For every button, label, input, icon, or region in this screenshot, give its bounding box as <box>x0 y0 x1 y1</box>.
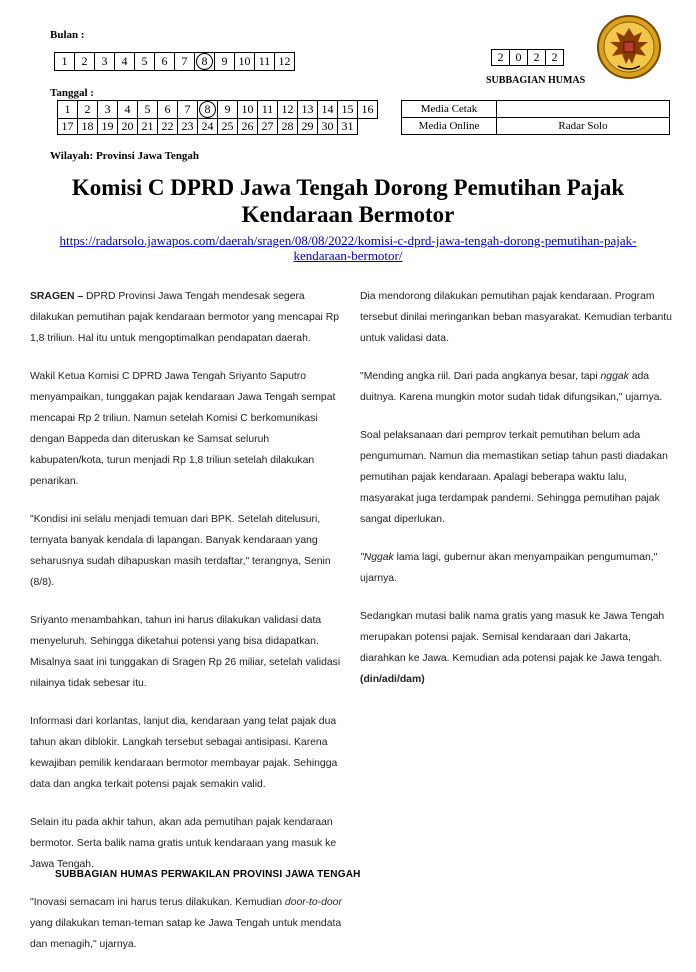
date-cell: 16 <box>358 101 378 119</box>
paragraph: Wakil Ketua Komisi C DPRD Jawa Tengah Sriyanto Saputro menyampaikan, tunggakan pajak kendaraan Jawa Tengah sempat mencapai Rp 2 triliun. Namun setelah Komisi C berkomunikasi dengan Bappeda dan diteruskan ke Samsat seluruh kabupaten/kota, turun menjadi Rp 1,8 triliun setelah dilakukan penarikan. <box>30 371 336 487</box>
date-cell: 17 <box>58 119 78 135</box>
paragraph: Soal pelaksanaan dari pemprov terkait pemutihan belum ada pengumuman. Namun dia memastikan setiap tahun pasti diadakan pemutihan pajak kendaraan. Apalagi beberapa waktu lalu, masyarakat juga terdampak pandemi. Sehingga pemutihan pajak sangat diperlukan. <box>360 430 668 525</box>
date-cell: 24 <box>198 119 218 135</box>
date-cell: 19 <box>98 119 118 135</box>
selected-circle: 8 <box>196 53 213 70</box>
date-cell: 22 <box>158 119 178 135</box>
wilayah-label: Wilayah: Provinsi Jawa Tengah <box>50 150 200 162</box>
month-cell: 5 <box>135 53 155 71</box>
date-cell: 30 <box>318 119 338 135</box>
paragraph: SRAGEN – DPRD Provinsi Jawa Tengah mendesak segera dilakukan pemutihan pajak kendaraan bermotor yang mencapai Rp 1,8 triliun. Hal itu untuk mengoptimalkan pendapatan daerah. <box>30 291 340 344</box>
date-cell: 12 <box>278 101 298 119</box>
selected-circle: 8 <box>199 101 216 118</box>
date-cell: 2 <box>78 101 98 119</box>
year-digit-cell: 2 <box>546 50 564 66</box>
month-cell: 9 <box>215 53 235 71</box>
media-cetak-label: Media Cetak <box>402 101 497 118</box>
garuda-logo <box>596 14 662 80</box>
media-table <box>401 100 670 135</box>
date-grid <box>57 100 378 135</box>
paragraph: "Nggak lama lagi, gubernur akan menyampaikan pengumuman," ujarnya. <box>360 552 658 584</box>
article-right-column <box>360 286 675 707</box>
month-cell: 11 <box>255 53 275 71</box>
date-cell: 20 <box>118 119 138 135</box>
date-cell: 29 <box>298 119 318 135</box>
date-cell: 23 <box>178 119 198 135</box>
month-cell: 1 <box>55 53 75 71</box>
date-cell: 11 <box>258 101 278 119</box>
paragraph: "Kondisi ini selalu menjadi temuan dari BPK. Setelah ditelusuri, ternyata banyak kendala di lapangan. Banyak kendaraan yang seharusnya sudah dihapuskan masih terdaftar," terangnya, Senin (8/8). <box>30 514 331 588</box>
year-digit-cell: 0 <box>510 50 528 66</box>
date-cell: 6 <box>158 101 178 119</box>
tanggal-label: Tanggal : <box>50 87 94 99</box>
paragraph: Sedangkan mutasi balik nama gratis yang masuk ke Jawa Tengah merupakan potensi pajak. Semisal kendaraan dari Jakarta, diarahkan ke Jawa. Kemudian ada potensi pajak ke Jawa tengah. (din/adi/dam) <box>360 611 665 685</box>
month-cell: 6 <box>155 53 175 71</box>
date-cell: 18 <box>78 119 98 135</box>
paragraph: Informasi dari korlantas, lanjut dia, kendaraan yang telat pajak dua tahun akan diblokir. Langkah tersebut sebagai antisipasi. Karena kewajiban pemilik kendaraan bermotor membayar pajak. Sehingga data dan angka terkait potensi pajak semakin valid. <box>30 716 338 790</box>
month-cell <box>195 53 215 71</box>
date-cell: 4 <box>118 101 138 119</box>
date-cell: 7 <box>178 101 198 119</box>
date-cell <box>198 101 218 119</box>
year-digit-cell: 2 <box>528 50 546 66</box>
date-cell: 5 <box>138 101 158 119</box>
month-cell: 2 <box>75 53 95 71</box>
paragraph: "Mending angka riil. Dari pada angkanya besar, tapi nggak ada duitnya. Karena mungkin motor sudah tidak difungsikan," ujarnya. <box>360 371 663 403</box>
month-cell: 4 <box>115 53 135 71</box>
article-url-link[interactable] <box>30 233 666 263</box>
month-cell: 12 <box>275 53 295 71</box>
date-cell: 15 <box>338 101 358 119</box>
date-cell: 10 <box>238 101 258 119</box>
footer-text: SUBBAGIAN HUMAS PERWAKILAN PROVINSI JAWA TENGAH <box>55 869 361 880</box>
date-cell: 31 <box>338 119 358 135</box>
year-digit-cell: 2 <box>492 50 510 66</box>
date-cell: 1 <box>58 101 78 119</box>
year-boxes <box>491 49 564 66</box>
paragraph: Dia mendorong dilakukan pemutihan pajak kendaraan. Program tersebut dinilai meringankan beban masyarakat. Kemudian terbantu untuk validasi data. <box>360 291 672 344</box>
media-cetak-value <box>497 101 670 118</box>
month-cell: 10 <box>235 53 255 71</box>
date-cell: 14 <box>318 101 338 119</box>
article-title <box>40 174 656 228</box>
paragraph: "Inovasi semacam ini harus terus dilakukan. Kemudian door-to-door yang dilakukan teman-teman satap ke Jawa Tengah untuk mendata dan menagih," ujarnya. <box>30 897 342 950</box>
media-online-label: Media Online <box>402 118 497 135</box>
url-line-2: kendaraan-bermotor/ <box>293 248 403 263</box>
date-cell: 27 <box>258 119 278 135</box>
month-grid <box>54 52 295 71</box>
month-cell: 3 <box>95 53 115 71</box>
dateline: SRAGEN – <box>30 291 84 302</box>
date-cell: 25 <box>218 119 238 135</box>
bulan-label: Bulan : <box>50 29 85 41</box>
media-online-value: Radar Solo <box>497 118 670 135</box>
date-cell: 21 <box>138 119 158 135</box>
paragraph: Selain itu pada akhir tahun, akan ada pemutihan pajak kendaraan bermotor. Serta balik nama gratis untuk kendaraan yang masuk ke Jawa Tengah. <box>30 817 337 870</box>
month-cell: 7 <box>175 53 195 71</box>
date-cell: 13 <box>298 101 318 119</box>
paragraph: Sriyanto menambahkan, tahun ini harus dilakukan validasi data menyeluruh. Sehingga diketahui potensi yang bisa didapatkan. Misalnya saat ini tunggakan di Sragen Rp 26 miliar, setelah validasi nilainya tidak sebesar itu. <box>30 615 341 689</box>
date-cell: 28 <box>278 119 298 135</box>
dept-label: SUBBAGIAN HUMAS <box>486 75 586 86</box>
date-cell: 9 <box>218 101 238 119</box>
title-line-1: Komisi C DPRD Jawa Tengah Dorong Pemutihan Pajak <box>71 175 625 200</box>
title-line-2: Kendaraan Bermotor <box>241 202 455 227</box>
url-line-1: https://radarsolo.jawapos.com/daerah/sragen/08/08/2022/komisi-c-dprd-jawa-tengah-dorong-pemutihan-pajak- <box>59 233 637 248</box>
date-cell: 3 <box>98 101 118 119</box>
date-cell: 26 <box>238 119 258 135</box>
